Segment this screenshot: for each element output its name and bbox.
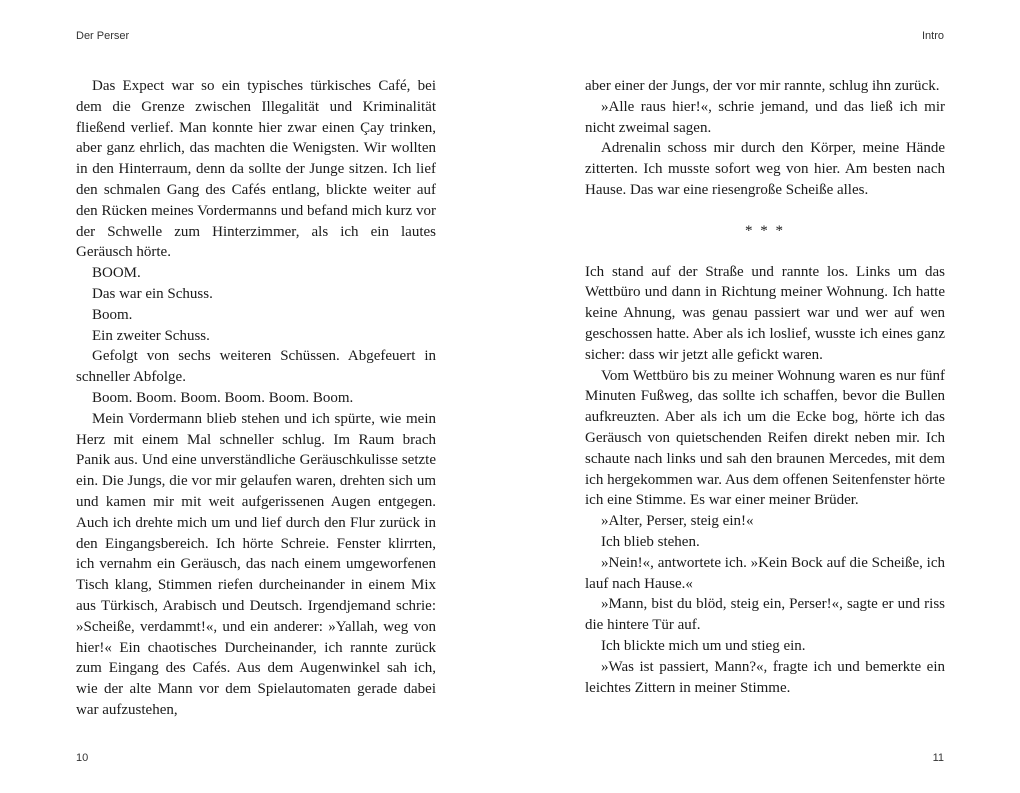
page-number-right: 11 xyxy=(932,752,944,764)
running-header-right: Intro xyxy=(921,30,944,42)
paragraph: BOOM. xyxy=(92,265,141,282)
paragraph: aber einer der Jungs, der vor mir rannte, schlug ihn zurück. xyxy=(585,78,940,94)
paragraph: Ein zweiter Schuss. xyxy=(92,327,210,344)
paragraph: Das Expect war so ein typisches türkisches Café, bei dem die Grenze zwischen Illegalität und Kriminalität fließend verlief. Man konnte hier zwar einen Çay trinken, aber ganz ehrlich, das machten die Wenigsten. Wir wollten in den Hinterraum, denn da sollte der Junge sitzen. Ich lief den schmalen Gang des Cafés entlang, blickte weiter auf den Rücken meines Vordermanns und befand mich kurz vor der Schwelle zum Hinterzimmer, als ich ein lautes Geräusch hörte. xyxy=(76,78,436,261)
section-break: * * * xyxy=(745,222,785,239)
running-header-left: Der Perser xyxy=(76,30,130,42)
paragraph: Ich stand auf der Straße und rannte los. Links um das Wettbüro und dann in Richtung meiner Wohnung. Ich hatte keine Ahnung, was genau passiert war und wer auf wen geschossen hatte. Aber als ich loslief, wusste ich eines ganz sicher: dass wir jetzt alle gefickt waren. xyxy=(585,263,945,363)
paragraph: Das war ein Schuss. xyxy=(92,285,213,302)
paragraph: »Nein!«, antwortete ich. »Kein Bock auf die Scheiße, ich lauf nach Hause.« xyxy=(585,554,945,592)
paragraph: Ich blieb stehen. xyxy=(601,533,700,550)
paragraph: Gefolgt von sechs weiteren Schüssen. Abgefeuert in schneller Abfolge. xyxy=(76,348,436,386)
paragraph: Mein Vordermann blieb stehen und ich spürte, wie mein Herz mit einem Mal schneller schlug. Im Raum brach Panik aus. Und eine unverständliche Geräuschkulisse setzte ein. Die Jungs, die vor mir gelaufen waren, drehten sich um und kamen mir mit weit aufgerissenen Augen entgegen. Auch ich drehte mich um und lief durch den Flur zurück in den Eingangsbereich. Ich hörte Schreie. Fenster klirrten, ich vernahm ein Geräusch, das nach einem umgeworfenen Tisch klang, Stimmen riefen durcheinander in einem Mix aus Türkisch, Arabisch und Deutsch. Irgendjemand schrie: »Scheiße, verdammt!«, und ein anderer: »Yallah, weg von hier!« Ein chaotisches Durcheinander, ich rannte zurück zum Eingang des Cafés. Aus dem Augenwinkel sah ich, wie der alte Mann vor dem Spielautomaten gerade dabei war aufzustehen, xyxy=(76,410,436,718)
paragraph: »Alter, Perser, steig ein!« xyxy=(601,513,754,530)
paragraph: Boom. Boom. Boom. Boom. Boom. Boom. xyxy=(92,389,354,406)
paragraph: »Alle raus hier!«, schrie jemand, und das ließ ich mir nicht zweimal sagen. xyxy=(585,98,945,136)
paragraph: Boom. xyxy=(92,306,133,323)
right-page-body xyxy=(585,76,945,698)
paragraph: Adrenalin schoss mir durch den Körper, meine Hände zitterten. Ich musste sofort weg von hier. Am besten nach Hause. Das war eine riesengroße Scheiße alles. xyxy=(585,140,945,198)
left-page-body xyxy=(76,76,436,721)
paragraph: »Was ist passiert, Mann?«, fragte ich und bemerkte ein leichtes Zittern in meiner Stimme. xyxy=(585,658,945,696)
page-number-left: 10 xyxy=(76,752,89,764)
paragraph: »Mann, bist du blöd, steig ein, Perser!«, sagte er und riss die hintere Tür auf. xyxy=(585,596,945,634)
paragraph: Ich blickte mich um und stieg ein. xyxy=(601,637,806,654)
paragraph: Vom Wettbüro bis zu meiner Wohnung waren es nur fünf Minuten Fußweg, das sollte ich schaffen, bevor die Bullen aufkreuzten. Aber als ich um die Ecke bog, hörte ich das Geräusch von quietschenden Reifen direkt neben mir. Ich schaute nach links und sah den braunen Mercedes, mit dem ich hergekommen war. Aus dem offenen Seitenfenster hörte ich eine Stimme. Es war einer meiner Brüder. xyxy=(585,367,945,509)
